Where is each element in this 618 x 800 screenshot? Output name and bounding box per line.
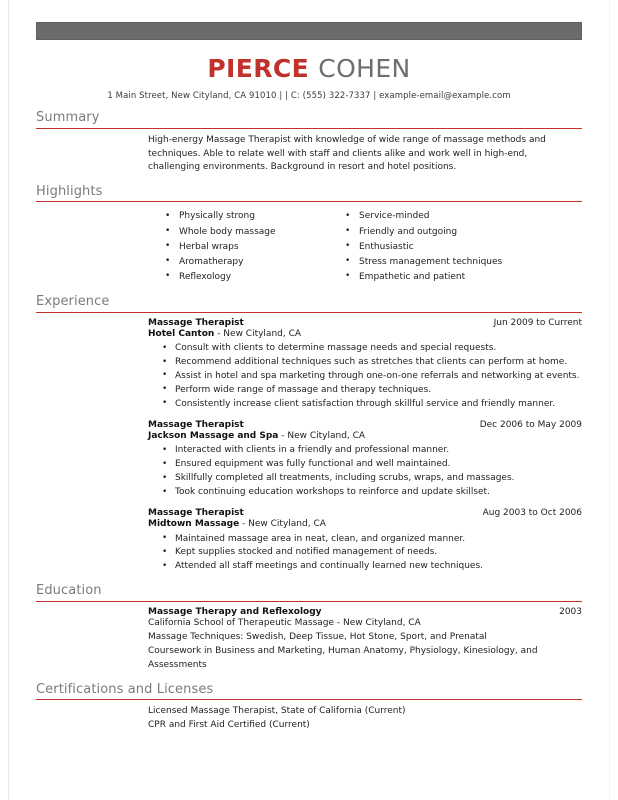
contact-line: 1 Main Street, New Cityland, CA 91010 | | C: (555) 322-7337 | example-email@example.com xyxy=(107,91,511,102)
highlights-column-left xyxy=(164,209,344,285)
experience-duty-item: • Assist in hotel and spa marketing through one-on-one referrals and networking at events. xyxy=(148,370,582,384)
section-rule-certifications xyxy=(36,699,582,700)
section-title-summary: Summary xyxy=(36,110,100,126)
section-rule-summary xyxy=(36,128,582,129)
experience-duty-item: • Kept supplies stocked and notified management of needs. xyxy=(148,546,582,560)
experience-dates: Jun 2009 to Current xyxy=(493,317,582,328)
experience-company: Hotel Canton - New Cityland, CA xyxy=(148,328,302,339)
highlight-item: • Reflexology xyxy=(164,270,344,285)
experience-body xyxy=(36,318,582,575)
highlight-item: • Physically strong xyxy=(164,209,344,224)
education-header-row xyxy=(148,607,582,617)
education-degree: Massage Therapy and Reflexology xyxy=(148,606,322,617)
experience-duty-item: • Consult with clients to determine massage needs and special requests. xyxy=(148,342,582,356)
highlight-item: • Enthusiastic xyxy=(344,240,524,255)
experience-entry xyxy=(148,420,582,500)
certification-item: Licensed Massage Therapist, State of California (Current) xyxy=(148,706,406,717)
experience-duty-list xyxy=(148,533,582,575)
experience-duty-item: • Ensured equipment was fully functional and well maintained. xyxy=(148,458,582,472)
education-school: California School of Therapeutic Massage - New Cityland, CA xyxy=(148,617,421,628)
highlights-body xyxy=(36,207,582,285)
section-summary xyxy=(36,110,582,175)
experience-company-name: Jackson Massage and Spa xyxy=(148,430,279,441)
section-title-highlights: Highlights xyxy=(36,183,103,199)
resume-sheet xyxy=(36,0,582,733)
experience-duty-item: • Maintained massage area in neat, clean, and organized manner. xyxy=(148,533,582,547)
education-body xyxy=(36,607,582,673)
experience-duty-item: • Skillfully completed all treatments, including scrubs, wraps, and massages. xyxy=(148,472,582,486)
highlights-list-left xyxy=(164,209,344,285)
last-name: COHEN xyxy=(318,54,411,83)
highlight-item: • Aromatherapy xyxy=(164,255,344,270)
section-title-certifications: Certifications and Licenses xyxy=(36,681,214,697)
education-year: 2003 xyxy=(559,606,582,617)
highlight-item: • Empathetic and patient xyxy=(344,270,524,285)
experience-duty-item: • Recommend additional techniques such as stretches that clients can perform at home. xyxy=(148,356,582,370)
section-rule-experience xyxy=(36,312,582,313)
full-name xyxy=(36,56,582,82)
experience-header-row xyxy=(148,318,582,328)
section-experience xyxy=(36,294,582,574)
education-detail-coursework: Coursework in Business and Marketing, Human Anatomy, Physiology, Kinesiology, and Assessments xyxy=(148,645,538,670)
section-rule-highlights xyxy=(36,201,582,202)
certifications-body xyxy=(36,705,582,733)
header-accent-bar xyxy=(36,22,582,40)
experience-company-name: Midtown Massage xyxy=(148,519,240,530)
section-rule-education xyxy=(36,601,582,602)
experience-duty-list xyxy=(148,342,582,412)
highlights-column-right xyxy=(344,209,524,285)
section-title-experience: Experience xyxy=(36,294,110,309)
experience-company: Midtown Massage - New Cityland, CA xyxy=(148,519,326,530)
highlight-item: • Service-minded xyxy=(344,209,524,224)
experience-duty-list xyxy=(148,444,582,500)
summary-text: High-energy Massage Therapist with knowledge of wide range of massage methods and techniques. Able to relate well with staff and clients alike and work well in high-end, challenging environments. Background in resort and hotel positions. xyxy=(148,134,546,173)
experience-header-row xyxy=(148,508,582,518)
education-detail-techniques: Massage Techniques: Swedish, Deep Tissue, Hot Stone, Sport, and Prenatal xyxy=(148,631,487,642)
experience-dates: Dec 2006 to May 2009 xyxy=(479,419,582,430)
experience-job-title: Massage Therapist xyxy=(148,419,244,430)
section-education xyxy=(36,583,582,672)
experience-duty-item: • Attended all staff meetings and continually learned new techniques. xyxy=(148,560,582,574)
experience-job-title: Massage Therapist xyxy=(148,508,244,519)
summary-body xyxy=(36,134,582,175)
first-name: PIERCE xyxy=(207,54,310,83)
experience-dates: Aug 2003 to Oct 2006 xyxy=(482,508,582,519)
experience-duty-item: • Took continuing education workshops to reinforce and update skillset. xyxy=(148,486,582,500)
experience-duty-item: • Perform wide range of massage and therapy techniques. xyxy=(148,384,582,398)
name-block xyxy=(36,56,582,101)
experience-company: Jackson Massage and Spa - New Cityland, CA xyxy=(148,430,366,441)
experience-header-row xyxy=(148,420,582,430)
highlight-item: • Herbal wraps xyxy=(164,240,344,255)
experience-duty-item: • Interacted with clients in a friendly and professional manner. xyxy=(148,444,582,458)
experience-entry xyxy=(148,508,582,574)
experience-company-name: Hotel Canton xyxy=(148,328,215,339)
experience-entry xyxy=(148,318,582,412)
section-highlights xyxy=(36,184,582,285)
highlight-item: • Stress management techniques xyxy=(344,255,524,270)
section-title-education: Education xyxy=(36,583,102,599)
experience-duty-item: • Consistently increase client satisfaction through skillful service and friendly manner. xyxy=(148,398,582,412)
section-certifications xyxy=(36,682,582,733)
highlight-item: • Friendly and outgoing xyxy=(344,225,524,240)
certification-item: CPR and First Aid Certified (Current) xyxy=(148,720,310,731)
highlights-list-right xyxy=(344,209,524,285)
experience-job-title: Massage Therapist xyxy=(148,317,244,328)
highlight-item: • Whole body massage xyxy=(164,225,344,240)
